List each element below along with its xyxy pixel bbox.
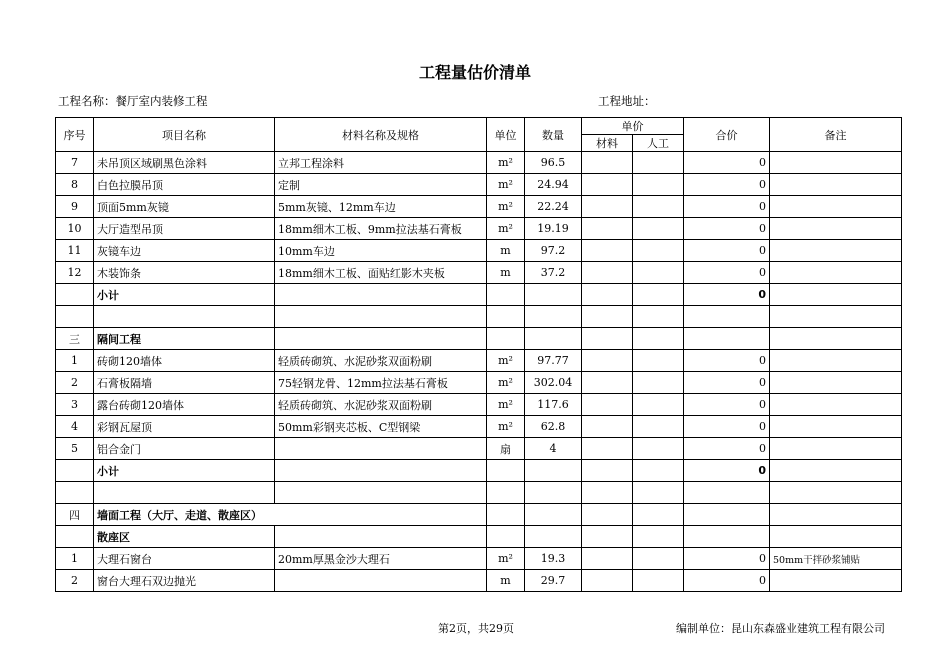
cell-unit: m xyxy=(487,262,525,284)
cell-mat-price xyxy=(582,394,633,416)
header-item: 项目名称 xyxy=(94,118,275,152)
cell-total: 0 xyxy=(684,460,770,482)
cell-qty: 97.77 xyxy=(525,350,582,372)
cell-qty: 62.8 xyxy=(525,416,582,438)
cell-total: 0 xyxy=(684,152,770,174)
cell-mat-price xyxy=(582,306,633,328)
cell-unit: m² xyxy=(487,416,525,438)
cell-labor-price xyxy=(633,328,684,350)
cell-material: 50mm彩钢夹芯板、C型钢梁 xyxy=(275,416,487,438)
cell-mat-price xyxy=(582,218,633,240)
header-total: 合价 xyxy=(684,118,770,152)
cell-seq: 11 xyxy=(56,240,94,262)
cell-labor-price xyxy=(633,438,684,460)
cell-labor-price xyxy=(633,394,684,416)
cell-mat-price xyxy=(582,504,633,526)
cell-qty xyxy=(525,306,582,328)
cell-seq: 1 xyxy=(56,350,94,372)
project-address: 工程地址： xyxy=(598,94,656,108)
cell-mat-price xyxy=(582,438,633,460)
table-row xyxy=(56,504,902,526)
cell-total: 0 xyxy=(684,548,770,570)
estimate-table xyxy=(55,117,902,592)
table-row xyxy=(56,218,902,240)
cell-unit xyxy=(487,482,525,504)
cell-seq xyxy=(56,284,94,306)
header-material: 材料名称及规格 xyxy=(275,118,487,152)
cell-total xyxy=(684,482,770,504)
cell-item: 小计 xyxy=(94,460,275,482)
cell-material xyxy=(275,328,487,350)
cell-seq: 8 xyxy=(56,174,94,196)
cell-item xyxy=(94,306,275,328)
cell-seq: 5 xyxy=(56,438,94,460)
cell-seq: 3 xyxy=(56,394,94,416)
cell-note xyxy=(770,438,902,460)
table-row xyxy=(56,152,902,174)
cell-item: 灰镜车边 xyxy=(94,240,275,262)
cell-qty: 29.7 xyxy=(525,570,582,592)
cell-item: 隔间工程 xyxy=(94,328,275,350)
cell-unit: 扇 xyxy=(487,438,525,460)
table-row xyxy=(56,174,902,196)
cell-total: 0 xyxy=(684,416,770,438)
cell-material xyxy=(275,284,487,306)
cell-labor-price xyxy=(633,460,684,482)
cell-total: 0 xyxy=(684,196,770,218)
cell-unit xyxy=(487,526,525,548)
cell-labor-price xyxy=(633,196,684,218)
cell-unit xyxy=(487,504,525,526)
cell-labor-price xyxy=(633,306,684,328)
project-name: 工程名称：餐厅室内装修工程 xyxy=(58,94,208,108)
cell-note xyxy=(770,416,902,438)
cell-item: 大理石窗台 xyxy=(94,548,275,570)
page-title: 工程量估价清单 xyxy=(418,63,531,82)
cell-unit: m² xyxy=(487,372,525,394)
cell-seq: 4 xyxy=(56,416,94,438)
cell-material: 定制 xyxy=(275,174,487,196)
cell-item: 白色拉膜吊顶 xyxy=(94,174,275,196)
cell-note xyxy=(770,460,902,482)
header-labor-price: 人工 xyxy=(633,135,684,152)
cell-note xyxy=(770,526,902,548)
cell-total xyxy=(684,526,770,548)
cell-qty: 19.19 xyxy=(525,218,582,240)
cell-total xyxy=(684,306,770,328)
cell-seq: 12 xyxy=(56,262,94,284)
cell-mat-price xyxy=(582,174,633,196)
cell-qty: 97.2 xyxy=(525,240,582,262)
cell-material xyxy=(275,504,487,526)
cell-material xyxy=(275,570,487,592)
table-row xyxy=(56,394,902,416)
compiler-org: 编制单位：昆山东森盛业建筑工程有限公司 xyxy=(676,622,885,635)
cell-labor-price xyxy=(633,152,684,174)
table-row xyxy=(56,284,902,306)
cell-total: 0 xyxy=(684,218,770,240)
cell-total: 0 xyxy=(684,394,770,416)
cell-seq: 10 xyxy=(56,218,94,240)
cell-labor-price xyxy=(633,504,684,526)
cell-note xyxy=(770,174,902,196)
cell-mat-price xyxy=(582,196,633,218)
cell-qty: 4 xyxy=(525,438,582,460)
cell-mat-price xyxy=(582,328,633,350)
cell-labor-price xyxy=(633,240,684,262)
cell-labor-price xyxy=(633,526,684,548)
cell-item: 未吊顶区域刷黑色涂料 xyxy=(94,152,275,174)
cell-material xyxy=(275,438,487,460)
cell-total xyxy=(684,328,770,350)
cell-qty: 117.6 xyxy=(525,394,582,416)
cell-seq: 2 xyxy=(56,372,94,394)
cell-note xyxy=(770,240,902,262)
cell-mat-price xyxy=(582,372,633,394)
cell-unit: m² xyxy=(487,394,525,416)
cell-unit: m² xyxy=(487,548,525,570)
table-row xyxy=(56,438,902,460)
page-number: 第2页，共29页 xyxy=(438,622,514,635)
table-row xyxy=(56,262,902,284)
cell-qty xyxy=(525,328,582,350)
table-row xyxy=(56,526,902,548)
table-row xyxy=(56,548,902,570)
cell-item: 石膏板隔墙 xyxy=(94,372,275,394)
cell-mat-price xyxy=(582,548,633,570)
header-unit-price: 单价 xyxy=(582,118,684,135)
cell-item: 砖砌120墙体 xyxy=(94,350,275,372)
table-row xyxy=(56,350,902,372)
table-row xyxy=(56,306,902,328)
header-qty: 数量 xyxy=(525,118,582,152)
cell-labor-price xyxy=(633,570,684,592)
cell-seq xyxy=(56,460,94,482)
cell-qty: 19.3 xyxy=(525,548,582,570)
cell-mat-price xyxy=(582,262,633,284)
cell-seq: 1 xyxy=(56,548,94,570)
cell-item: 散座区 xyxy=(94,526,275,548)
cell-mat-price xyxy=(582,482,633,504)
cell-material xyxy=(275,482,487,504)
cell-note xyxy=(770,394,902,416)
cell-labor-price xyxy=(633,218,684,240)
cell-seq: 7 xyxy=(56,152,94,174)
cell-total xyxy=(684,504,770,526)
header-seq: 序号 xyxy=(56,118,94,152)
cell-total: 0 xyxy=(684,372,770,394)
cell-note xyxy=(770,284,902,306)
table-row xyxy=(56,482,902,504)
cell-total: 0 xyxy=(684,262,770,284)
cell-labor-price xyxy=(633,350,684,372)
header-row xyxy=(56,118,902,135)
table-row xyxy=(56,372,902,394)
cell-seq xyxy=(56,306,94,328)
header-mat-price: 材料 xyxy=(582,135,633,152)
header-note: 备注 xyxy=(770,118,902,152)
cell-mat-price xyxy=(582,570,633,592)
cell-mat-price xyxy=(582,460,633,482)
cell-qty xyxy=(525,526,582,548)
cell-unit xyxy=(487,284,525,306)
cell-mat-price xyxy=(582,284,633,306)
cell-note xyxy=(770,262,902,284)
cell-item: 顶面5mm灰镜 xyxy=(94,196,275,218)
cell-qty: 22.24 xyxy=(525,196,582,218)
cell-labor-price xyxy=(633,262,684,284)
cell-item: 大厅造型吊顶 xyxy=(94,218,275,240)
header-unit: 单位 xyxy=(487,118,525,152)
cell-note xyxy=(770,350,902,372)
cell-material: 立邦工程涂料 xyxy=(275,152,487,174)
cell-labor-price xyxy=(633,284,684,306)
cell-item: 露台砖砌120墙体 xyxy=(94,394,275,416)
table-row xyxy=(56,570,902,592)
cell-material xyxy=(275,460,487,482)
cell-unit: m² xyxy=(487,152,525,174)
cell-item: 彩钢瓦屋顶 xyxy=(94,416,275,438)
table-row xyxy=(56,196,902,218)
cell-labor-price xyxy=(633,372,684,394)
cell-labor-price xyxy=(633,174,684,196)
cell-qty xyxy=(525,482,582,504)
cell-material: 5mm灰镜、12mm车边 xyxy=(275,196,487,218)
cell-note xyxy=(770,306,902,328)
cell-item: 木装饰条 xyxy=(94,262,275,284)
cell-mat-price xyxy=(582,526,633,548)
cell-labor-price xyxy=(633,548,684,570)
cell-material: 18mm细木工板、9mm拉法基石膏板 xyxy=(275,218,487,240)
cell-unit: m xyxy=(487,570,525,592)
cell-seq: 9 xyxy=(56,196,94,218)
cell-note: 50mm干拌砂浆铺贴 xyxy=(770,548,902,570)
cell-note xyxy=(770,328,902,350)
cell-mat-price xyxy=(582,416,633,438)
cell-qty: 302.04 xyxy=(525,372,582,394)
cell-qty xyxy=(525,460,582,482)
cell-unit: m² xyxy=(487,174,525,196)
cell-unit: m² xyxy=(487,196,525,218)
table-row xyxy=(56,416,902,438)
table-row xyxy=(56,328,902,350)
cell-total: 0 xyxy=(684,240,770,262)
cell-item: 窗台大理石双边抛光 xyxy=(94,570,275,592)
cell-note xyxy=(770,482,902,504)
cell-unit xyxy=(487,306,525,328)
cell-total: 0 xyxy=(684,350,770,372)
cell-note xyxy=(770,152,902,174)
cell-unit: m xyxy=(487,240,525,262)
cell-unit: m² xyxy=(487,218,525,240)
cell-note xyxy=(770,504,902,526)
cell-mat-price xyxy=(582,240,633,262)
cell-material xyxy=(275,526,487,548)
cell-material: 75轻钢龙骨、12mm拉法基石膏板 xyxy=(275,372,487,394)
cell-item: 铝合金门 xyxy=(94,438,275,460)
cell-material: 20mm厚黑金沙大理石 xyxy=(275,548,487,570)
cell-unit xyxy=(487,460,525,482)
cell-unit: m² xyxy=(487,350,525,372)
cell-total: 0 xyxy=(684,284,770,306)
cell-qty: 96.5 xyxy=(525,152,582,174)
cell-unit xyxy=(487,328,525,350)
cell-total: 0 xyxy=(684,438,770,460)
cell-item xyxy=(94,482,275,504)
cell-qty: 24.94 xyxy=(525,174,582,196)
cell-material: 轻质砖砌筑、水泥砂浆双面粉刷 xyxy=(275,350,487,372)
cell-material xyxy=(275,306,487,328)
table-row xyxy=(56,240,902,262)
cell-seq xyxy=(56,526,94,548)
cell-item: 小计 xyxy=(94,284,275,306)
cell-labor-price xyxy=(633,416,684,438)
cell-total: 0 xyxy=(684,174,770,196)
cell-qty: 37.2 xyxy=(525,262,582,284)
cell-note xyxy=(770,196,902,218)
cell-mat-price xyxy=(582,152,633,174)
cell-material: 18mm细木工板、面贴红影木夹板 xyxy=(275,262,487,284)
cell-labor-price xyxy=(633,482,684,504)
cell-total: 0 xyxy=(684,570,770,592)
cell-material: 10mm车边 xyxy=(275,240,487,262)
cell-mat-price xyxy=(582,350,633,372)
cell-note xyxy=(770,372,902,394)
cell-seq xyxy=(56,482,94,504)
cell-material: 轻质砖砌筑、水泥砂浆双面粉刷 xyxy=(275,394,487,416)
cell-qty xyxy=(525,284,582,306)
cell-seq: 三 xyxy=(56,328,94,350)
cell-note xyxy=(770,570,902,592)
cell-note xyxy=(770,218,902,240)
cell-seq: 四 xyxy=(56,504,94,526)
cell-item: 墙面工程（大厅、走道、散座区） xyxy=(94,504,275,526)
cell-qty xyxy=(525,504,582,526)
cell-seq: 2 xyxy=(56,570,94,592)
table-row xyxy=(56,460,902,482)
